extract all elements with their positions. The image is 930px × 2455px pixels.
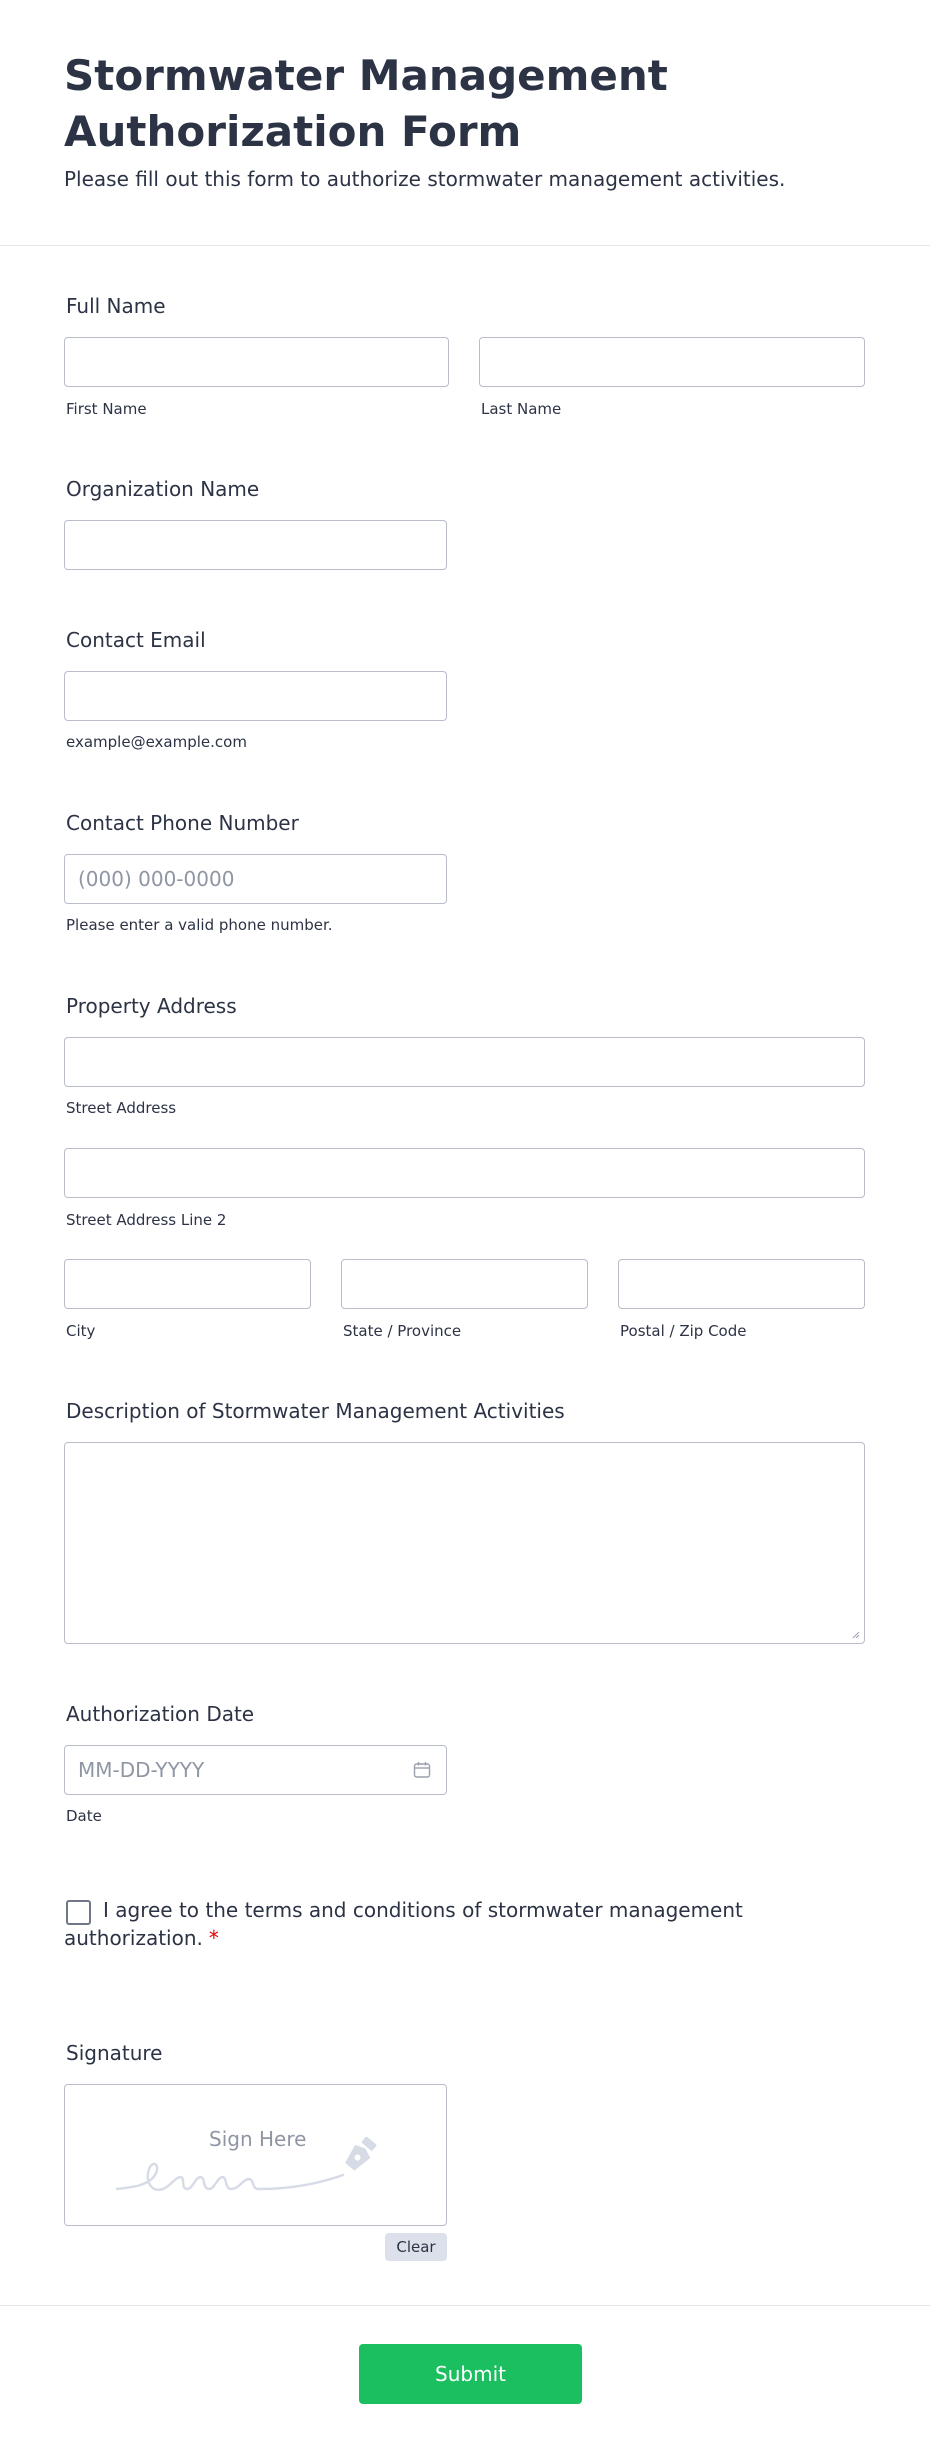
terms-label (64, 1896, 744, 1952)
resize-grip-icon[interactable] (852, 1631, 860, 1639)
submit-button[interactable]: Submit (359, 2344, 582, 2404)
form-subtitle: Please fill out this form to authorize stormwater management activities. (64, 167, 786, 191)
form-header (0, 0, 930, 246)
first-name-input[interactable] (64, 337, 449, 387)
first-name-sublabel: First Name (66, 400, 147, 418)
street-address-2-sublabel: Street Address Line 2 (66, 1211, 227, 1229)
email-input[interactable] (64, 671, 447, 721)
calendar-icon[interactable] (412, 1760, 432, 1780)
pen-nib-icon (342, 2134, 379, 2173)
address-label: Property Address (66, 994, 237, 1018)
phone-label: Contact Phone Number (66, 811, 299, 835)
signature-label: Signature (66, 2041, 163, 2065)
phone-placeholder: (000) 000-0000 (78, 867, 235, 891)
last-name-sublabel: Last Name (481, 400, 562, 418)
form-title: Stormwater Management Authorization Form (64, 51, 668, 156)
description-label: Description of Stormwater Management Activities (66, 1399, 565, 1423)
postal-code-input[interactable] (618, 1259, 865, 1309)
organization-label: Organization Name (66, 477, 260, 501)
phone-sublabel: Please enter a valid phone number. (66, 916, 333, 934)
email-sublabel: example@example.com (66, 733, 247, 751)
footer-divider (0, 2305, 930, 2306)
signature-placeholder: Sign Here (209, 2127, 307, 2151)
signature-pad[interactable] (64, 2084, 447, 2226)
postal-code-sublabel: Postal / Zip Code (620, 1322, 747, 1340)
required-mark: * (208, 1926, 219, 1950)
organization-input[interactable] (64, 520, 447, 570)
date-label: Authorization Date (66, 1702, 255, 1726)
city-sublabel: City (66, 1322, 96, 1340)
state-sublabel: State / Province (343, 1322, 462, 1340)
street-address-sublabel: Street Address (66, 1099, 177, 1117)
clear-signature-button[interactable]: Clear (385, 2233, 447, 2261)
street-address-2-input[interactable] (64, 1148, 865, 1198)
date-sublabel: Date (66, 1807, 102, 1825)
date-input[interactable] (64, 1745, 447, 1795)
terms-text: I agree to the terms and conditions of stormwater management authorization. (64, 1898, 743, 1950)
full-name-label: Full Name (66, 294, 166, 318)
phone-input[interactable] (64, 854, 447, 904)
date-placeholder: MM-DD-YYYY (78, 1758, 205, 1782)
description-textarea[interactable] (64, 1442, 865, 1644)
city-input[interactable] (64, 1259, 311, 1309)
email-label: Contact Email (66, 628, 206, 652)
state-input[interactable] (341, 1259, 588, 1309)
last-name-input[interactable] (479, 337, 865, 387)
street-address-input[interactable] (64, 1037, 865, 1087)
